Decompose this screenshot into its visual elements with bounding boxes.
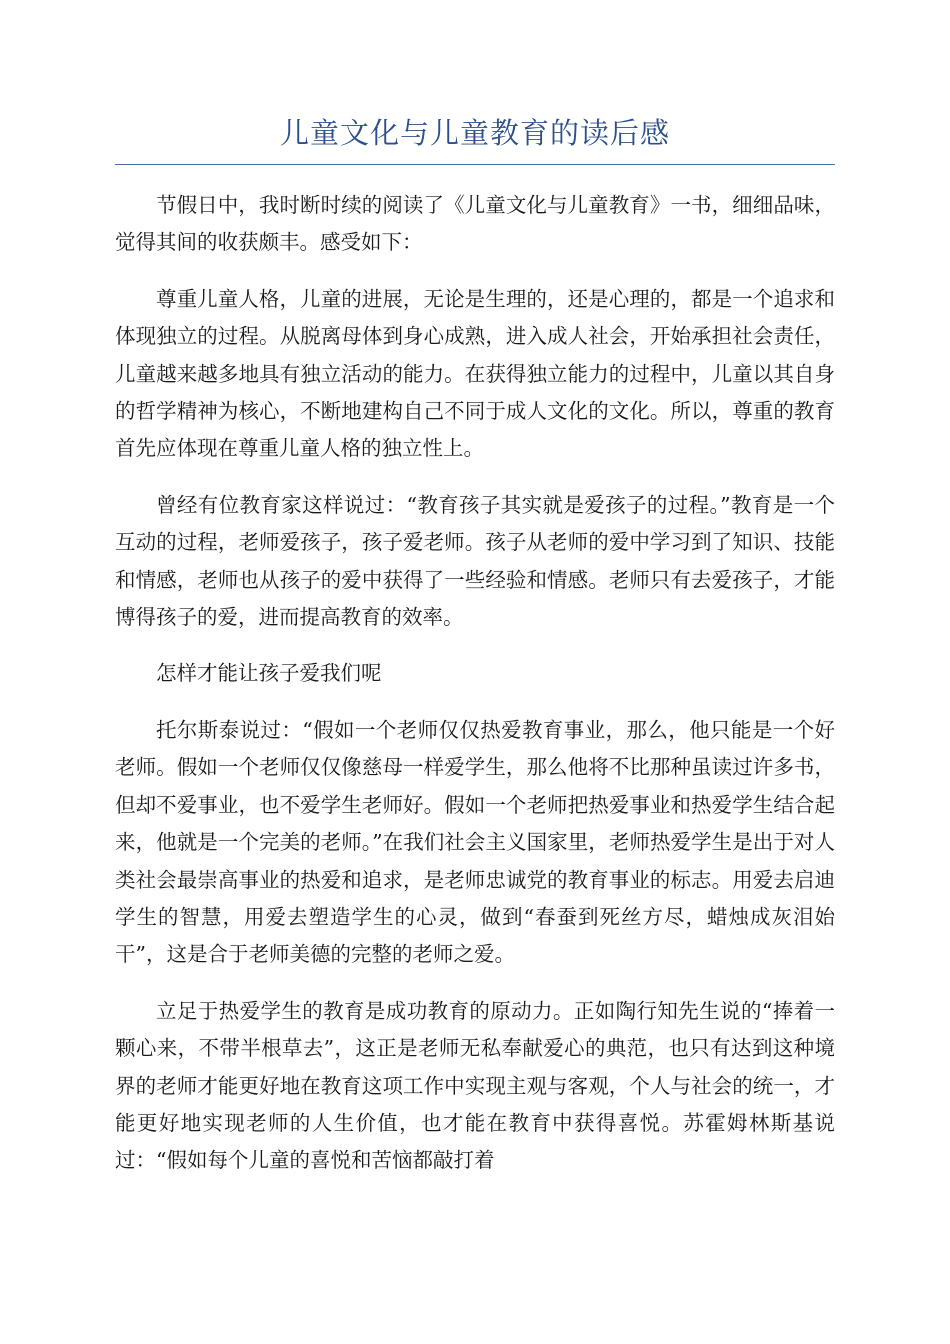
paragraph-respect-personality: 尊重儿童人格，儿童的进展，无论是生理的，还是心理的，都是一个追求和体现独立的过程。从脱离母体到身心成熟，进入成人社会，开始承担社会责任，儿童越来越多地具有独立活动的能力。在获得独立能力的过程中，儿童以其自身的哲学精神为核心，不断地建构自己不同于成人文化的文化。所以，尊重的教育首先应体现在尊重儿童人格的独立性上。 xyxy=(115,286,835,461)
paragraph-tolstoy-quote: 托尔斯泰说过：“假如一个老师仅仅热爱教育事业，那么，他只能是一个好老师。假如一个老师仅仅像慈母一样爱学生，那么他将不比那种虽读过许多书，但却不爱事业，也不爱学生老师好。假如一个老师把热爱事业和热爱学生结合起来，他就是一个完美的老师。”在我们社会主义国家里，老师热爱学生是出于对人类社会最崇高事业的热爱和追求，是老师忠诚党的教育事业的标志。用爱去启迪学生的智慧，用爱去塑造学生的心灵，做到“春蚕到死丝方尽，蜡烛成灰泪始干”，这是合于老师美德的完整的老师之爱。 xyxy=(115,717,835,967)
document-body xyxy=(115,187,835,1180)
document-title: 儿童文化与儿童教育的读后感 xyxy=(115,108,835,165)
document-page xyxy=(115,108,835,1199)
paragraph-question: 怎样才能让孩子爱我们呢 xyxy=(156,661,382,686)
paragraph-love-process: 曾经有位教育家这样说过：“教育孩子其实就是爱孩子的过程。”教育是一个互动的过程，老师爱孩子，孩子爱老师。孩子从老师的爱中学习到了知识、技能和情感，老师也从孩子的爱中获得了一些经验和情感。老师只有去爱孩子，才能博得孩子的爱，进而提高教育的效率。 xyxy=(115,492,835,630)
paragraph-motivation: 立足于热爱学生的教育是成功教育的原动力。正如陶行知先生说的“捧着一颗心来，不带半根草去”，这正是老师无私奉献爱心的典范，也只有达到这种境界的老师才能更好地在教育这项工作中实现主观与客观，个人与社会的统一，才能更好地实现老师的人生价值，也才能在教育中获得喜悦。苏霍姆林斯基说过：“假如每个儿童的喜悦和苦恼都敲打着 xyxy=(115,998,835,1173)
paragraph-intro: 节假日中，我时断时续的阅读了《儿童文化与儿童教育》一书，细细品味，觉得其间的收获颇丰。感受如下： xyxy=(115,193,835,255)
